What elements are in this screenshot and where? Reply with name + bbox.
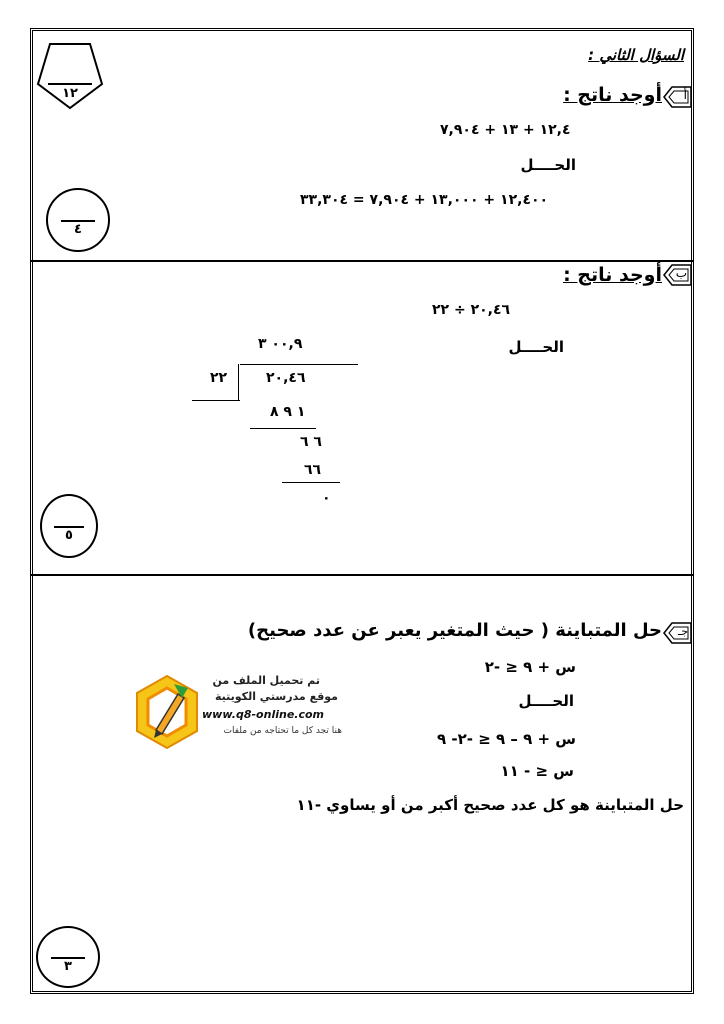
part-a-solution: ١٢,٤٠٠ + ١٣,٠٠٠ + ٧,٩٠٤ = ٣٣,٣٠٤: [300, 192, 549, 208]
division-line-1: [250, 428, 316, 429]
part-c-line-3: س ≤ - ١١: [500, 762, 574, 780]
watermark-line-3: www.q8-online.com: [202, 708, 324, 721]
division-dividend: ٢٠,٤٦: [266, 370, 306, 386]
division-bracket: [238, 364, 239, 400]
division-remainder: ٠: [322, 490, 331, 506]
part-c-arrow-icon: [662, 620, 692, 646]
part-b-score-circle: [40, 494, 98, 558]
division-bracket-base: [192, 400, 240, 401]
section-divider-2: [30, 574, 694, 576]
division-line-2: [282, 482, 340, 483]
part-a-label: أ: [683, 88, 687, 102]
part-a-solution-label: الحــــل: [520, 156, 576, 174]
part-a-heading: أوجد ناتج :: [563, 84, 662, 106]
part-b-heading: أوجد ناتج :: [563, 264, 662, 286]
part-c-line-1: س + ٩ ≤ -٢: [484, 658, 576, 676]
header-score-pentagon: [34, 40, 106, 112]
division-top-line: [240, 364, 358, 365]
part-c-score-circle: [36, 926, 100, 988]
part-a-score: ٤: [74, 222, 82, 238]
part-b-problem: ٢٠,٤٦ ÷ ٢٢: [432, 302, 511, 318]
part-b-score: ٥: [65, 528, 73, 544]
watermark-line-4: هنا تجد كل ما تحتاجه من ملفات: [223, 726, 342, 736]
part-a-problem: ١٢,٤ + ١٣ + ٧,٩٠٤: [440, 122, 571, 138]
part-b-solution-label: الحــــل: [508, 338, 564, 356]
header-score: ١٢: [62, 86, 78, 101]
division-step-3: ٦٦: [304, 462, 322, 478]
section-divider: [30, 260, 694, 262]
division-step-1: ١ ٩ ٨: [270, 404, 306, 420]
part-c-score: ٣: [64, 959, 72, 975]
watermark-line-1: تم تحميل الملف من: [212, 674, 320, 687]
question-title: السؤال الثاني :: [588, 46, 684, 64]
part-a-arrow-icon: [662, 84, 692, 110]
part-c-solution-label: الحــــل: [518, 692, 574, 710]
watermark: [134, 670, 344, 754]
part-b-label: ب: [675, 266, 687, 280]
page-frame: [30, 28, 694, 994]
part-c-conclusion: حل المتباينة هو كل عدد صحيح أكبر من أو يساوي -١١: [296, 796, 684, 814]
part-c-heading: حل المتباينة ( حيث المتغير يعبر عن عدد صحيح): [247, 620, 662, 641]
division-quotient: ٠٠,٩ ٣: [258, 336, 303, 352]
part-c-line-2: س + ٩ – ٩ ≤ -٢- ٩: [437, 730, 576, 748]
part-c-label: جـ: [677, 625, 688, 638]
part-a-score-circle: [46, 188, 110, 252]
division-divisor: ٢٢: [210, 370, 228, 386]
division-step-2: ٦ ٦: [300, 434, 322, 450]
pentagon-shape: [34, 40, 106, 112]
part-b-arrow-icon: [662, 262, 692, 288]
watermark-line-2: موقع مدرستي الكويتية: [215, 690, 338, 703]
pencil-logo-icon: [134, 674, 200, 750]
